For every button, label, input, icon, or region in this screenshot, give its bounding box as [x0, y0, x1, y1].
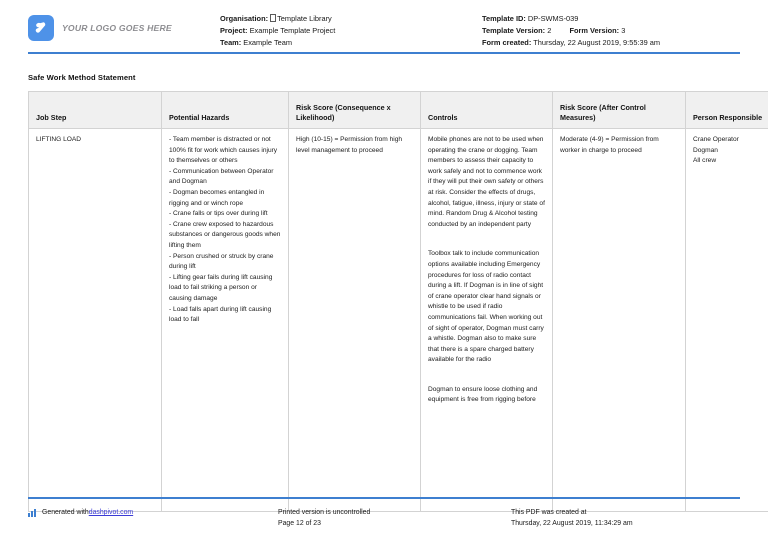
- meta-organisation: [220, 13, 482, 25]
- page-title: Safe Work Method Statement: [28, 73, 136, 82]
- document-footer: [28, 507, 740, 529]
- header-divider: [28, 52, 740, 54]
- table-row: [29, 129, 768, 512]
- footer-page-number: Page 12 of 23: [278, 520, 321, 527]
- swms-table: [28, 91, 768, 512]
- meta-versions: [482, 25, 740, 37]
- meta-project-label: Project:: [220, 26, 248, 36]
- meta-template-id-value: DP-SWMS-039: [527, 14, 579, 23]
- footer-pdf-created: [511, 507, 740, 529]
- meta-form-created-value: Thursday, 22 August 2019, 9:55:39 am: [533, 38, 661, 48]
- cell-risk-score: High (10-15) = Permission from high level management to proceed: [289, 129, 421, 512]
- meta-team-value: Example Team: [243, 38, 293, 48]
- bar-chart-icon: [28, 509, 37, 517]
- cell-job-step: LIFTING LOAD: [29, 129, 162, 512]
- header-meta-left: [220, 13, 482, 50]
- column-header-risk-score: Risk Score (Consequence x Likelihood): [289, 92, 421, 129]
- footer-printed-notice: Printed version is uncontrolled: [278, 509, 371, 516]
- table-header-row: [29, 92, 768, 129]
- meta-organisation-label: Organisation:: [220, 14, 269, 23]
- footer-generated-with: [28, 507, 278, 518]
- column-header-person-responsible: Person Responsible: [686, 92, 768, 129]
- cell-controls: [421, 129, 553, 512]
- meta-project: [220, 25, 482, 37]
- column-header-risk-score-after: Risk Score (After Control Measures): [553, 92, 686, 129]
- logo-block: [28, 13, 220, 41]
- company-logo-icon: [28, 15, 54, 41]
- logo-text: YOUR LOGO GOES HERE: [62, 23, 172, 33]
- document-header: [28, 0, 740, 57]
- footer-generated-label: Generated with: [42, 509, 89, 516]
- cell-risk-score-after: Moderate (4-9) = Permission from worker in charge to proceed: [553, 129, 686, 512]
- controls-paragraphs: [428, 135, 545, 406]
- meta-template-id-label: Template ID:: [482, 14, 526, 23]
- meta-team-label: Team:: [220, 38, 242, 48]
- footer-divider: [28, 497, 740, 499]
- meta-project-value: Example Template Project: [249, 26, 336, 36]
- column-header-controls: Controls: [421, 92, 553, 129]
- footer-pdf-created-value: Thursday, 22 August 2019, 11:34:29 am: [511, 520, 633, 527]
- meta-template-version-value: 2: [547, 26, 552, 36]
- footer-print-status: [278, 507, 511, 529]
- meta-team: [220, 37, 482, 49]
- meta-organisation-value: Template Library: [277, 14, 332, 23]
- meta-form-created-label: Form created:: [482, 38, 532, 48]
- controls-paragraph: Mobile phones are not to be used when operating the crane or dogging. Team members to assess their capacity to work safely and not to commence work if they will put their own safety or others at risk. Consider the effects of drugs, alcohol, fatigue, illness, injury or state of mind. Random Drug & Alcohol testing conducted by an independent party: [428, 136, 545, 228]
- header-meta-right: [482, 13, 740, 50]
- meta-form-created: [482, 37, 740, 49]
- footer-pdf-created-label: This PDF was created at: [511, 509, 587, 516]
- dashpivot-link[interactable]: dashpivot.com: [88, 509, 134, 516]
- meta-form-version-label: Form Version:: [569, 26, 620, 36]
- controls-paragraph: Dogman to ensure loose clothing and equipment is free from rigging before: [428, 385, 538, 404]
- meta-template-version-label: Template Version:: [482, 26, 546, 36]
- missing-glyph-icon: [270, 14, 276, 23]
- column-header-job-step: Job Step: [29, 92, 162, 129]
- meta-template-id: [482, 13, 740, 25]
- meta-form-version-value: 3: [621, 26, 626, 36]
- cell-person-responsible: Crane Operator Dogman All crew: [686, 129, 768, 512]
- cell-potential-hazards: - Team member is distracted or not 100% fit for work which causes injury to themselves or others - Communication between Operator and Dogman - Dogman becomes entangled in rigging and or winch rope - Crane falls or tips over during lift - Crane crew exposed to hazardous substances or dangerous goods when lifting them - Person crushed or struck by crane during lift - Lifting gear fails during lift causing load to fail striking a person or causing damage - Load falls apart during lift causing load to fall: [162, 129, 289, 512]
- column-header-potential-hazards: Potential Hazards: [162, 92, 289, 129]
- controls-paragraph: Toolbox talk to include communication options available including Emergency procedures for loss of radio contact during a lift. If Dogman is in line of sight of crane operator clear hand signals or whistle to be used if radio communications fail. When working out of sight of operator, Dogman must carry a whistle. Dogman also to make sure that there is a spare charged battery available for the radio: [428, 250, 544, 364]
